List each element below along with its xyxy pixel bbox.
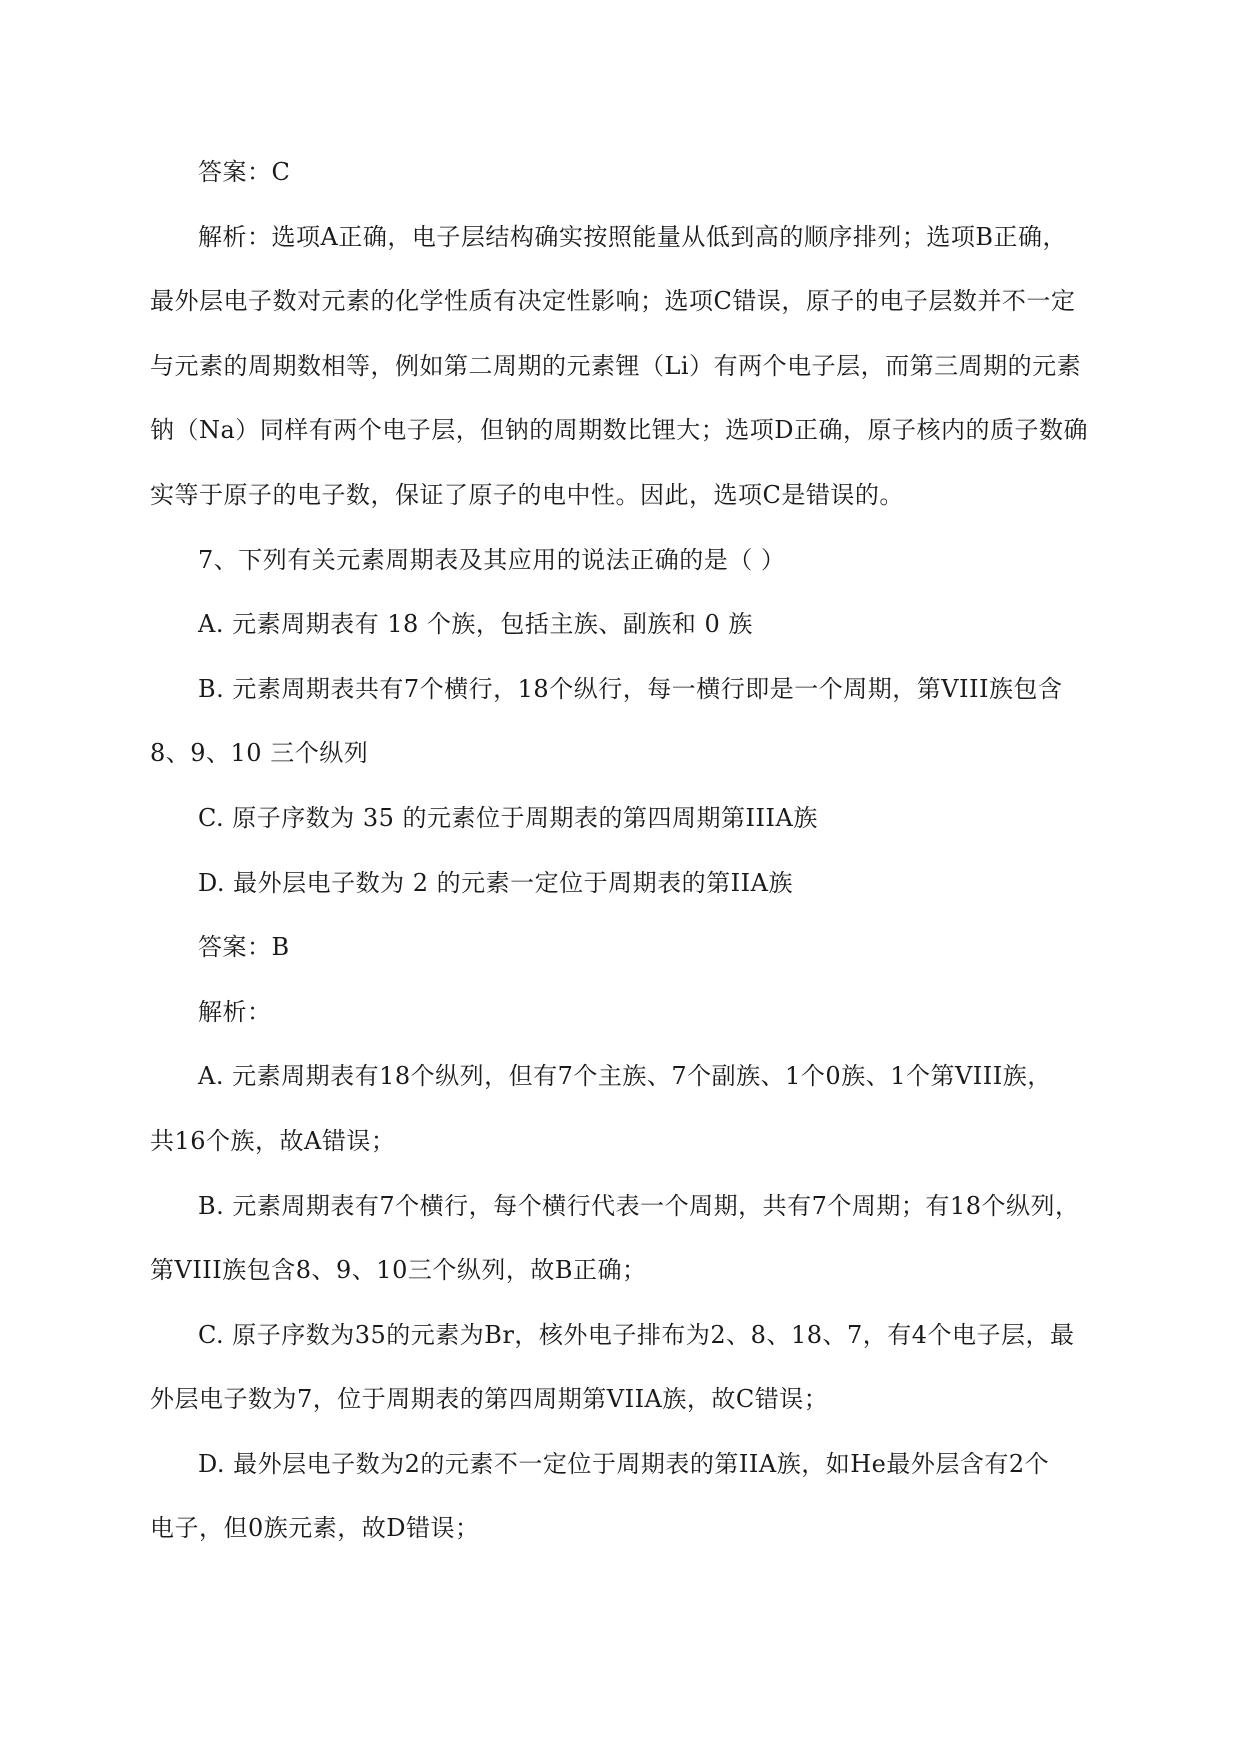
analysis-line: 钠（Na）同样有两个电子层，但钠的周期数比锂大；选项D正确，原子核内的质子数确 — [150, 416, 1089, 445]
analysis-b-continued: 第VIII族包含8、9、10三个纵列，故B正确； — [150, 1256, 647, 1285]
question-title: 7、下列有关元素周期表及其应用的说法正确的是（ ） — [198, 545, 786, 574]
analysis-a-continued: 共16个族，故A错误； — [150, 1126, 396, 1155]
analysis-heading: 解析： — [198, 997, 272, 1026]
option-b: B. 元素周期表共有7个横行，18个纵行，每一横行即是一个周期，第VIII族包含 — [198, 674, 1063, 703]
answer-line: 答案：B — [198, 933, 290, 962]
analysis-a: A. 元素周期表有18个纵列，但有7个主族、7个副族、1个0族、1个第VIII族， — [198, 1062, 1052, 1091]
option-c: C. 原子序数为 35 的元素位于周期表的第四周期第IIIA族 — [198, 803, 818, 832]
answer-line: 答案：C — [198, 158, 291, 186]
analysis-line: 实等于原子的电子数，保证了原子的电中性。因此，选项C是错误的。 — [150, 480, 904, 509]
analysis-line: 解析：选项A正确，电子层结构确实按照能量从低到高的顺序排列；选项B正确， — [198, 222, 1067, 251]
analysis-line: 与元素的周期数相等，例如第二周期的元素锂（Li）有两个电子层，而第三周期的元素 — [150, 351, 1082, 380]
option-d: D. 最外层电子数为 2 的元素一定位于周期表的第IIA族 — [198, 868, 793, 897]
document-page — [150, 140, 1090, 1561]
option-b-continued: 8、9、10 三个纵列 — [150, 739, 369, 768]
analysis-d-continued: 电子，但0族元素，故D错误； — [150, 1514, 480, 1543]
analysis-c: C. 原子序数为35的元素为Br，核外电子排布为2、8、18、7，有4个电子层，最 — [198, 1320, 1075, 1349]
analysis-line: 最外层电子数对元素的化学性质有决定性影响；选项C错误，原子的电子层数并不一定 — [150, 287, 1076, 316]
analysis-b: B. 元素周期表有7个横行，每个横行代表一个周期，共有7个周期；有18个纵列， — [198, 1191, 1080, 1220]
analysis-c-continued: 外层电子数为7，位于周期表的第四周期第VIIA族，故C错误； — [150, 1385, 829, 1414]
analysis-d: D. 最外层电子数为2的元素不一定位于周期表的第IIA族，如He最外层含有2个 — [198, 1449, 1050, 1478]
option-a: A. 元素周期表有 18 个族，包括主族、副族和 0 族 — [198, 610, 753, 639]
